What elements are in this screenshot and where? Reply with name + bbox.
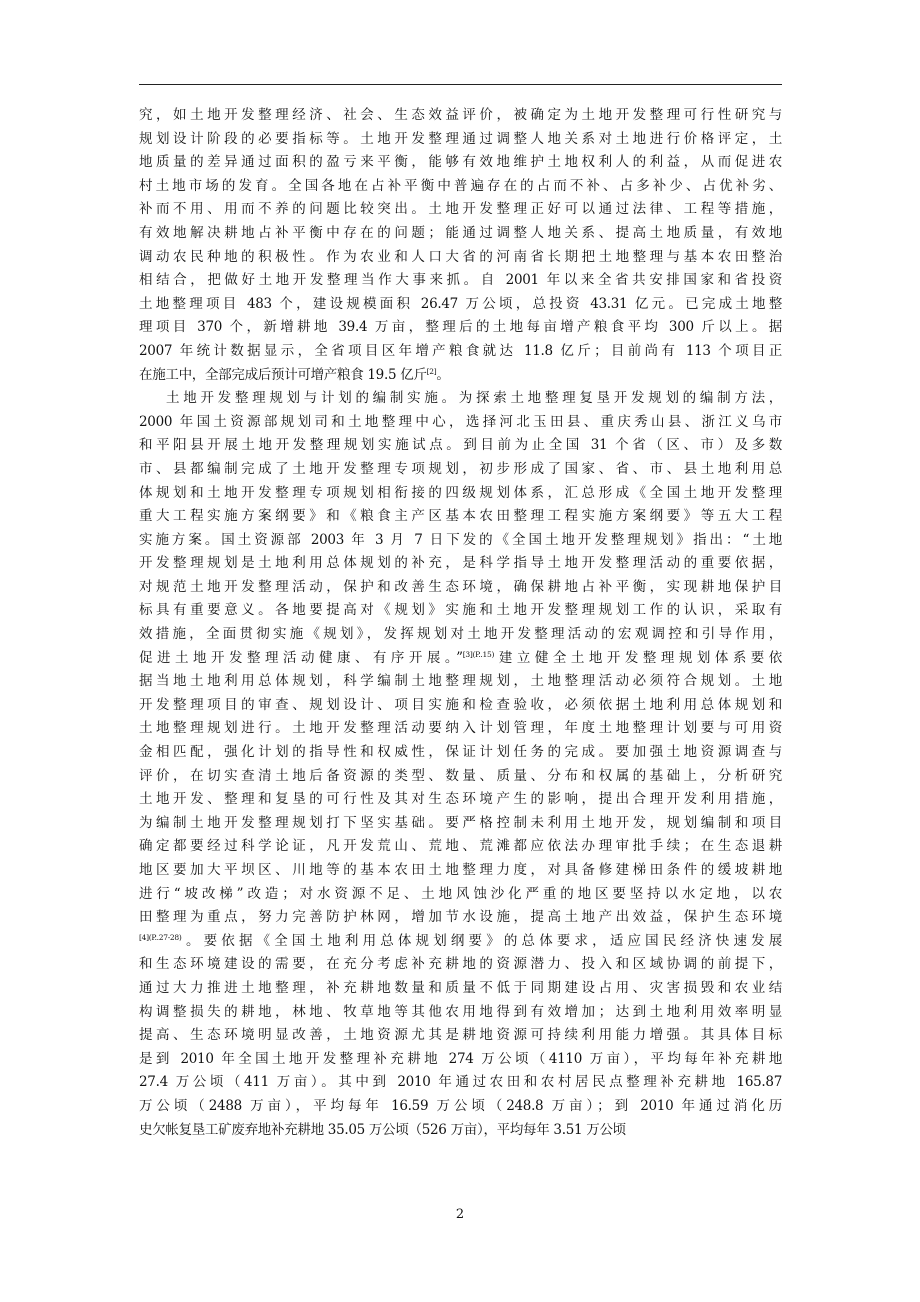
text-line [139, 576, 782, 600]
text-line [139, 529, 782, 553]
line-text: 对规范土地开发整理活动，保护和改善生态环境，确保耕地占补平衡，实现耕地保护目 [139, 578, 782, 595]
line-text: 地质量的差异通过面积的盈亏来平衡，能够有效地维护土地权利人的利益，从而促进农 [139, 154, 782, 171]
line-text: 通过大力推进土地整理，补充耕地数量和质量不低于同期建设占用、灾害损毁和农业结 [139, 979, 782, 996]
text-line [139, 883, 782, 907]
text-line [139, 364, 782, 388]
citation-marker: [3](P..15) [462, 649, 495, 659]
text-line [139, 246, 782, 270]
text-line [139, 765, 782, 789]
line-text: 是到 2010 年全国土地开发整理补充耕地 274 万公顷（4110 万亩），平均每年补充耕地 [139, 1050, 782, 1067]
line-text: 史欠帐复垦工矿废弃地补充耕地 35.05 万公顷（526 万亩），平均每年 3.51 万公顷 [139, 1121, 626, 1138]
citation-marker: [2] [426, 366, 437, 376]
text-line [139, 505, 782, 529]
text-line [139, 222, 782, 246]
paragraph [139, 387, 782, 1142]
line-text: 实施方案。国土资源部 2003 年 3 月 7 日下发的《全国土地开发整理规划》指出：“土地 [139, 531, 782, 548]
text-line [139, 859, 782, 883]
page-number: 2 [455, 1207, 465, 1222]
line-text: 评价，在切实查清土地后备资源的类型、数量、质量、分布和权属的基础上，分析研究 [139, 767, 782, 784]
text-line [139, 458, 782, 482]
text-line [139, 1095, 782, 1119]
line-text: 效措施，全面贯彻实施《规划》，发挥规划对土地开发整理活动的宏观调控和引导作用， [139, 626, 782, 643]
line-text: 调动农民种地的积极性。作为农业和人口大省的河南省长期把土地整理与基本农田整治 [139, 248, 782, 265]
line-text: 构调整损失的耕地，林地、牧草地等其他农用地得到有效增加；达到土地利用效率明显 [139, 1003, 782, 1020]
text-line [139, 552, 782, 576]
text-line [139, 977, 782, 1001]
text-line [139, 1024, 782, 1048]
text-line [139, 906, 782, 930]
line-text: 理项目 370 个，新增耕地 39.4 万亩，整理后的土地每亩增产粮食平均 300 斤以上。据 [139, 319, 782, 336]
line-text: 27.4 万公顷（411 万亩）。其中到 2010 年通过农田和农村居民点整理补充耕地 165.87 [139, 1074, 782, 1091]
text-line [139, 434, 782, 458]
line-text-continued: 。要依据《全国土地利用总体规划纲要》的总体要求，适应国民经济快速发展 [181, 932, 782, 949]
line-text: 规划设计阶段的必要指标等。土地开发整理通过调整人地关系对土地进行价格评定，土 [139, 130, 782, 147]
text-line [139, 788, 782, 812]
text-line [139, 647, 782, 671]
text-line [139, 930, 782, 954]
text-line [139, 835, 782, 859]
citation-marker: [4](P..27-28) [139, 932, 182, 942]
line-text: 开发整理项目的审查、规划设计、项目实施和检查验收，必须依据土地利用总体规划和 [139, 696, 782, 713]
text-line [139, 293, 782, 317]
line-text: 土地开发整理规划与计划的编制实施。为探索土地整理复垦开发规划的编制方法， [166, 390, 782, 407]
line-text: 金相匹配，强化计划的指导性和权威性，保证计划任务的完成。要加强土地资源调查与 [139, 744, 782, 761]
line-text: 和生态环境建设的需要，在充分考虑补充耕地的资源潜力、投入和区域协调的前提下， [139, 956, 782, 973]
line-text: 提高、生态环境明显改善，土地资源尤其是耕地资源可持续利用能力增强。其具体目标 [139, 1027, 782, 1044]
text-line [139, 104, 782, 128]
line-text: 万公顷（2488 万亩），平均每年 16.59 万公顷（248.8 万亩）；到 2010 年通过消化历 [139, 1097, 782, 1114]
line-text: 为编制土地开发整理规划打下坚实基础。要严格控制未利用土地开发，规划编制和项目 [139, 814, 782, 831]
line-text-continued: 。 [436, 366, 450, 383]
text-line [139, 623, 782, 647]
text-line [139, 387, 782, 411]
line-text: 究，如土地开发整理经济、社会、生态效益评价，被确定为土地开发整理可行性研究与 [139, 107, 782, 123]
line-text: 标具有重要意义。各地要提高对《规划》实施和土地开发整理规划工作的认识，采取有 [139, 602, 782, 619]
text-line [139, 953, 782, 977]
text-line [139, 411, 782, 435]
line-text: 和平阳县开展土地开发整理规划实施试点。到目前为止全国 31 个省（区、市）及多数 [139, 437, 782, 454]
line-text: 有效地解决耕地占补平衡中存在的问题；能通过调整人地关系、提高土地质量，有效地 [139, 224, 782, 241]
line-text-continued: 建立健全土地开发整理规划体系要依 [494, 649, 782, 666]
text-line [139, 198, 782, 222]
line-text: 市、县都编制完成了土地开发整理专项规划，初步形成了国家、省、市、县土地利用总 [139, 460, 782, 477]
line-text: 相结合，把做好土地开发整理当作大事来抓。自 2001 年以来全省共安排国家和省投资 [139, 272, 782, 289]
text-line [139, 175, 782, 199]
text-line [139, 340, 782, 364]
line-text: 土地整理项目 483 个，建设规模面积 26.47 万公顷，总投资 43.31 亿元。已完成土地整 [139, 295, 782, 312]
line-text: 村土地市场的发育。全国各地在占补平衡中普遍存在的占而不补、占多补少、占优补劣、 [139, 177, 782, 194]
text-line [139, 599, 782, 623]
text-line [139, 1119, 782, 1143]
line-text: 地区要加大平坝区、川地等的基本农田土地整理力度，对具备修建梯田条件的缓坡耕地 [139, 862, 782, 878]
text-line [139, 316, 782, 340]
header-rule [139, 84, 782, 85]
line-text: 进行“坡改梯”改造；对水资源不足、土地风蚀沙化严重的地区要坚持以水定地，以农 [139, 885, 782, 902]
line-text: 开发整理规划是土地利用总体规划的补充，是科学指导土地开发整理活动的重要依据， [139, 555, 782, 572]
line-text: 土地开发、整理和复垦的可行性及其对生态环境产生的影响，提出合理开发利用措施， [139, 791, 782, 808]
line-text: 重大工程实施方案纲要》和《粮食主产区基本农田整理工程实施方案纲要》等五大工程 [139, 508, 782, 525]
text-line [139, 741, 782, 765]
line-text: 促进土地开发整理活动健康、有序开展。” [139, 649, 463, 666]
text-line [139, 269, 782, 293]
text-line [139, 482, 782, 506]
line-text: 土地整理规划进行。土地开发整理活动要纳入计划管理，年度土地整理计划要与可用资 [139, 720, 782, 737]
line-text: 体规划和土地开发整理专项规划相衔接的四级规划体系，汇总形成《全国土地开发整理 [139, 484, 782, 501]
text-line [139, 717, 782, 741]
text-line [139, 670, 782, 694]
text-line [139, 694, 782, 718]
line-text: 2007 年统计数据显示，全省项目区年增产粮食就达 11.8 亿斤；目前尚有 113 个项目正 [139, 342, 782, 359]
text-line [139, 151, 782, 175]
line-text: 确定都要经过科学论证，凡开发荒山、荒地、荒滩都应依法办理审批手续；在生态退耕 [139, 838, 782, 855]
paragraph [139, 104, 782, 387]
line-text: 据当地土地利用总体规划，科学编制土地整理规划，土地整理活动必须符合规划。土地 [139, 673, 782, 690]
text-line [139, 1071, 782, 1095]
document-body [139, 104, 782, 1142]
line-text: 补而不用、用而不养的问题比较突出。土地开发整理正好可以通过法律、工程等措施， [139, 201, 782, 218]
text-line [139, 812, 782, 836]
line-text: 在施工中，全部完成后预计可增产粮食 19.5 亿斤 [139, 366, 427, 383]
text-line [139, 128, 782, 152]
text-line [139, 1001, 782, 1025]
text-line [139, 1048, 782, 1072]
line-text: 2000 年国土资源部规划司和土地整理中心，选择河北玉田县、重庆秀山县、浙江义乌市 [139, 413, 782, 430]
line-text: 田整理为重点，努力完善防护林网，增加节水设施，提高土地产出效益，保护生态环境 [139, 909, 782, 926]
